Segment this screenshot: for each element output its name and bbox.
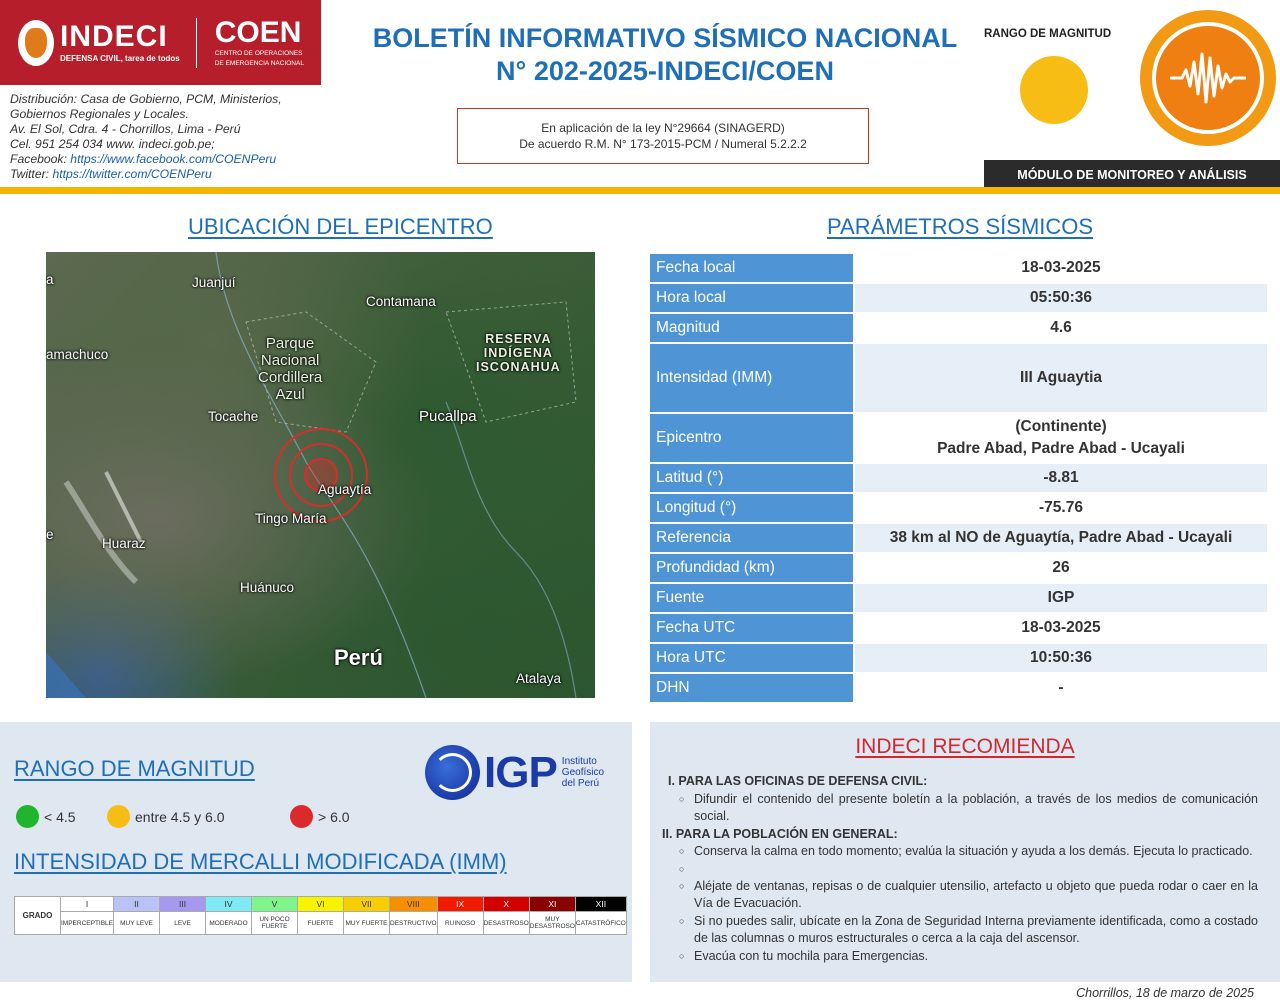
- param-value-text: 26: [1052, 559, 1070, 576]
- map-label-contamana: Contamana: [366, 294, 436, 309]
- map-label-edge-e: e: [46, 527, 54, 542]
- mercalli-grade: III: [160, 897, 206, 912]
- rec-item: ○ Difundir el contenido del presente boletín a la población, a través de los medios de comunicación social.: [694, 791, 1258, 826]
- monitoring-module-bar: MÓDULO DE MONITOREO Y ANÁLISIS: [984, 160, 1280, 188]
- igp-logo: [425, 745, 604, 800]
- param-value-text: IGP: [1047, 589, 1075, 606]
- rec-spacer: [694, 861, 1258, 878]
- mercalli-title: INTENSIDAD DE MERCALLI MODIFICADA (IMM): [14, 849, 507, 874]
- mercalli-grade: I: [61, 897, 114, 912]
- map-label-huanuco: Huánuco: [240, 580, 295, 595]
- param-row: [650, 584, 1267, 612]
- rec-section-1: I. PARA LAS OFICINAS DE DEFENSA CIVIL:: [668, 774, 928, 788]
- mercalli-description: FUERTE: [298, 912, 344, 935]
- rec-section-1-list: [666, 791, 1258, 826]
- reserve-line-3: ISCONAHUA: [476, 360, 561, 374]
- indeci-coen-logo: [0, 0, 321, 85]
- distribution-info: [10, 92, 320, 182]
- mercalli-description: DESASTROSO: [483, 912, 529, 935]
- param-row: [650, 644, 1267, 672]
- param-value-text: 4.6: [1050, 319, 1072, 336]
- law-line-2: De acuerdo R.M. N° 173-2015-PCM / Numeral 5.2.2.2: [519, 137, 807, 151]
- param-row: [650, 524, 1267, 552]
- param-value-text: 38 km al NO de Aguaytía, Padre Abad - Ucayali: [889, 529, 1233, 546]
- mercalli-grade: IV: [206, 897, 252, 912]
- magnitude-range-title: RANGO DE MAGNITUD: [14, 756, 255, 781]
- param-value-text: (Continente): [1015, 418, 1107, 435]
- param-key: Latitud (°): [650, 464, 855, 492]
- coen-sub-1: CENTRO DE OPERACIONES: [214, 49, 303, 57]
- distribution-line-1: Distribución: Casa de Gobierno, PCM, Ministerios,: [10, 92, 282, 106]
- recommendations-title: INDECI RECOMIENDA: [855, 735, 1075, 758]
- bulletin-title: [350, 22, 980, 88]
- seismic-params-title: PARÁMETROS SÍSMICOS: [827, 214, 1094, 239]
- param-value: [855, 614, 1267, 642]
- param-value-text: 10:50:36: [1029, 649, 1093, 666]
- param-value-text: 05:50:36: [1029, 289, 1093, 306]
- mercalli-grade: XII: [575, 897, 626, 912]
- rec-section-2-list: [666, 843, 1258, 965]
- mercalli-description: MUY DESASTROSO: [529, 912, 575, 935]
- map-label-edge-a: a: [46, 272, 54, 287]
- map-label-amachuco: amachuco: [46, 347, 109, 362]
- param-value: [855, 554, 1267, 582]
- rec-item: ○ Evacúa con tu mochila para Emergencias.: [694, 948, 1258, 966]
- park-line-4: Azul: [275, 386, 305, 403]
- mercalli-scale-table: [14, 896, 627, 935]
- magnitude-legend-mid: [107, 805, 225, 828]
- magnitude-legend-low: [16, 805, 76, 828]
- rec-item: ○ Aléjate de ventanas, repisas o de cualquier utensilio, artefacto u objeto que pueda rodar o caer en la Vía de Evacuación.: [694, 878, 1258, 913]
- seismograph-wave-icon: [1168, 48, 1248, 108]
- param-key: DHN: [650, 674, 855, 702]
- param-key: Hora UTC: [650, 644, 855, 672]
- param-key: Referencia: [650, 524, 855, 552]
- param-row: [650, 554, 1267, 582]
- reserve-line-1: RESERVA: [485, 332, 552, 346]
- param-row: [650, 464, 1267, 492]
- param-value: [855, 314, 1267, 342]
- facebook-link[interactable]: https://www.facebook.com/COENPeru: [70, 152, 277, 166]
- param-value: [855, 344, 1267, 412]
- param-value: [855, 254, 1267, 282]
- param-value-text: 18-03-2025: [1021, 259, 1101, 276]
- red-dot-icon: [290, 805, 313, 828]
- indeci-tagline: DEFENSA CIVIL, tarea de todos: [60, 54, 180, 63]
- param-value: [855, 584, 1267, 612]
- map-label-pucallpa: Pucallpa: [419, 408, 477, 425]
- igp-name: IGP: [484, 747, 557, 797]
- mercalli-description: CATASTRÓFICO: [575, 912, 626, 935]
- mercalli-description: UN POCO FUERTE: [252, 912, 298, 935]
- twitter-link[interactable]: https://twitter.com/COENPeru: [52, 167, 212, 181]
- twitter-line: [10, 167, 320, 182]
- mercalli-grade: V: [252, 897, 298, 912]
- mercalli-grade: VII: [344, 897, 390, 912]
- param-value: [855, 284, 1267, 312]
- mercalli-description: MUY LEVE: [114, 912, 160, 935]
- igp-sub-1: Instituto: [561, 756, 597, 767]
- map-label-huaraz: Huaraz: [102, 536, 146, 551]
- coen-name: COEN: [214, 15, 302, 49]
- twitter-label: Twitter:: [10, 167, 53, 181]
- map-label-reserve: [476, 332, 561, 374]
- param-value-text: III Aguaytia: [1019, 369, 1103, 386]
- distribution-line-4: Cel. 951 254 034 www. indeci.gob.pe;: [10, 137, 215, 151]
- param-value: [855, 414, 1267, 462]
- param-value: [855, 524, 1267, 552]
- param-key: Hora local: [650, 284, 855, 312]
- recommendations-body: [662, 773, 1258, 965]
- igp-sub-2: Geofísico: [561, 767, 605, 778]
- param-key: Epicentro: [650, 414, 855, 462]
- law-reference-box: [457, 108, 869, 164]
- header-divider: [0, 187, 1280, 194]
- igp-sub-3: del Perú: [561, 778, 600, 789]
- epicenter-map[interactable]: [46, 252, 595, 698]
- param-row: [650, 284, 1267, 312]
- map-label-aguaytia: Aguaytía: [318, 482, 372, 497]
- param-key: Magnitud: [650, 314, 855, 342]
- distribution-line-2: Gobiernos Regionales y Locales.: [10, 107, 189, 121]
- facebook-line: [10, 152, 320, 167]
- param-key: Fecha local: [650, 254, 855, 282]
- law-line-1: En aplicación de la ley N°29664 (SINAGERD): [541, 121, 785, 135]
- indeci-emblem-icon: [18, 20, 54, 66]
- mercalli-description: LEVE: [160, 912, 206, 935]
- param-key: Intensidad (IMM): [650, 344, 855, 412]
- param-row: [650, 414, 1267, 462]
- seismograph-logo-icon: [1140, 10, 1276, 146]
- bulletin-title-line-1: BOLETÍN INFORMATIVO SÍSMICO NACIONAL: [372, 23, 958, 53]
- grado-label: GRADO: [15, 897, 61, 935]
- param-row: [650, 344, 1267, 412]
- mercalli-grade: X: [483, 897, 529, 912]
- seismic-params-table: [650, 252, 1267, 704]
- param-row: [650, 494, 1267, 522]
- mercalli-description: MODERADO: [206, 912, 252, 935]
- epicenter-title: UBICACIÓN DEL EPICENTRO: [188, 214, 493, 239]
- param-key: Longitud (°): [650, 494, 855, 522]
- park-line-2: Nacional: [260, 352, 320, 369]
- param-value: [855, 494, 1267, 522]
- magnitude-range-label: RANGO DE MAGNITUD: [984, 28, 1112, 40]
- mercalli-description: DESTRUCTIVO: [390, 912, 438, 935]
- map-label-park: [258, 335, 322, 403]
- param-value-text: -8.81: [1043, 469, 1079, 486]
- param-value-text: -: [1058, 679, 1064, 696]
- reserve-line-2: INDÍGENA: [483, 346, 553, 360]
- param-row: [650, 614, 1267, 642]
- param-value-text-2: Padre Abad, Padre Abad - Ucayali: [937, 440, 1185, 457]
- magnitude-high-label: > 6.0: [318, 808, 350, 825]
- param-key: Fecha UTC: [650, 614, 855, 642]
- rec-item: ○ Si no puedes salir, ubícate en la Zona de Seguridad Interna previamente identificada, como a costado de las columnas o muros estructurales o cerca a la caja del ascensor.: [694, 913, 1258, 948]
- map-label-atalaya: Atalaya: [516, 671, 562, 686]
- magnitude-legend-high: [290, 805, 350, 828]
- param-row: [650, 674, 1267, 702]
- param-value: [855, 674, 1267, 702]
- rec-section-2: II. PARA LA POBLACIÓN EN GENERAL:: [662, 826, 898, 841]
- park-line-1: Parque: [265, 335, 315, 352]
- rec-item: ○ Conserva la calma en todo momento; evalúa la situación y ayuda a los demás. Ejecuta lo practicado.: [694, 843, 1258, 861]
- distribution-line-3: Av. El Sol, Cdra. 4 - Chorrillos, Lima - Perú: [10, 122, 241, 136]
- mercalli-description: MUY FUERTE: [344, 912, 390, 935]
- igp-globe-icon: [425, 745, 480, 800]
- magnitude-low-label: < 4.5: [44, 808, 76, 825]
- param-row: [650, 314, 1267, 342]
- param-key: Profundidad (km): [650, 554, 855, 582]
- green-dot-icon: [16, 805, 39, 828]
- igp-subtitle: [562, 756, 604, 789]
- param-row: [650, 254, 1267, 282]
- mercalli-grade: VI: [298, 897, 344, 912]
- footer-date: Chorrillos, 18 de marzo de 2025: [1076, 986, 1254, 1000]
- map-label-peru: Perú: [334, 645, 383, 670]
- mercalli-grade: XI: [529, 897, 575, 912]
- mercalli-grade: VIII: [390, 897, 438, 912]
- facebook-label: Facebook:: [10, 152, 71, 166]
- mercalli-description: RUINOSO: [437, 912, 483, 935]
- param-value-text: -75.76: [1039, 499, 1083, 516]
- bulletin-number: N° 202-2025-INDECI/COEN: [496, 56, 834, 86]
- param-value: [855, 644, 1267, 672]
- yellow-dot-icon: [107, 805, 130, 828]
- indeci-name: INDECI: [60, 20, 168, 53]
- param-value: [855, 464, 1267, 492]
- park-line-3: Cordillera: [258, 369, 323, 386]
- mercalli-grade: II: [114, 897, 160, 912]
- map-label-juanjui: Juanjuí: [192, 275, 236, 290]
- param-value-text: 18-03-2025: [1021, 619, 1101, 636]
- param-key: Fuente: [650, 584, 855, 612]
- map-label-tocache: Tocache: [208, 409, 259, 424]
- mercalli-grade: IX: [437, 897, 483, 912]
- coen-sub-2: DE EMERGENCIA NACIONAL: [214, 59, 304, 67]
- logo-divider: [196, 18, 197, 68]
- magnitude-mid-label: entre 4.5 y 6.0: [135, 808, 225, 825]
- map-label-tingo-maria: Tingo María: [255, 511, 327, 526]
- magnitude-indicator-dot: [1020, 56, 1088, 124]
- mercalli-description: IMPERCEPTIBLE: [61, 912, 114, 935]
